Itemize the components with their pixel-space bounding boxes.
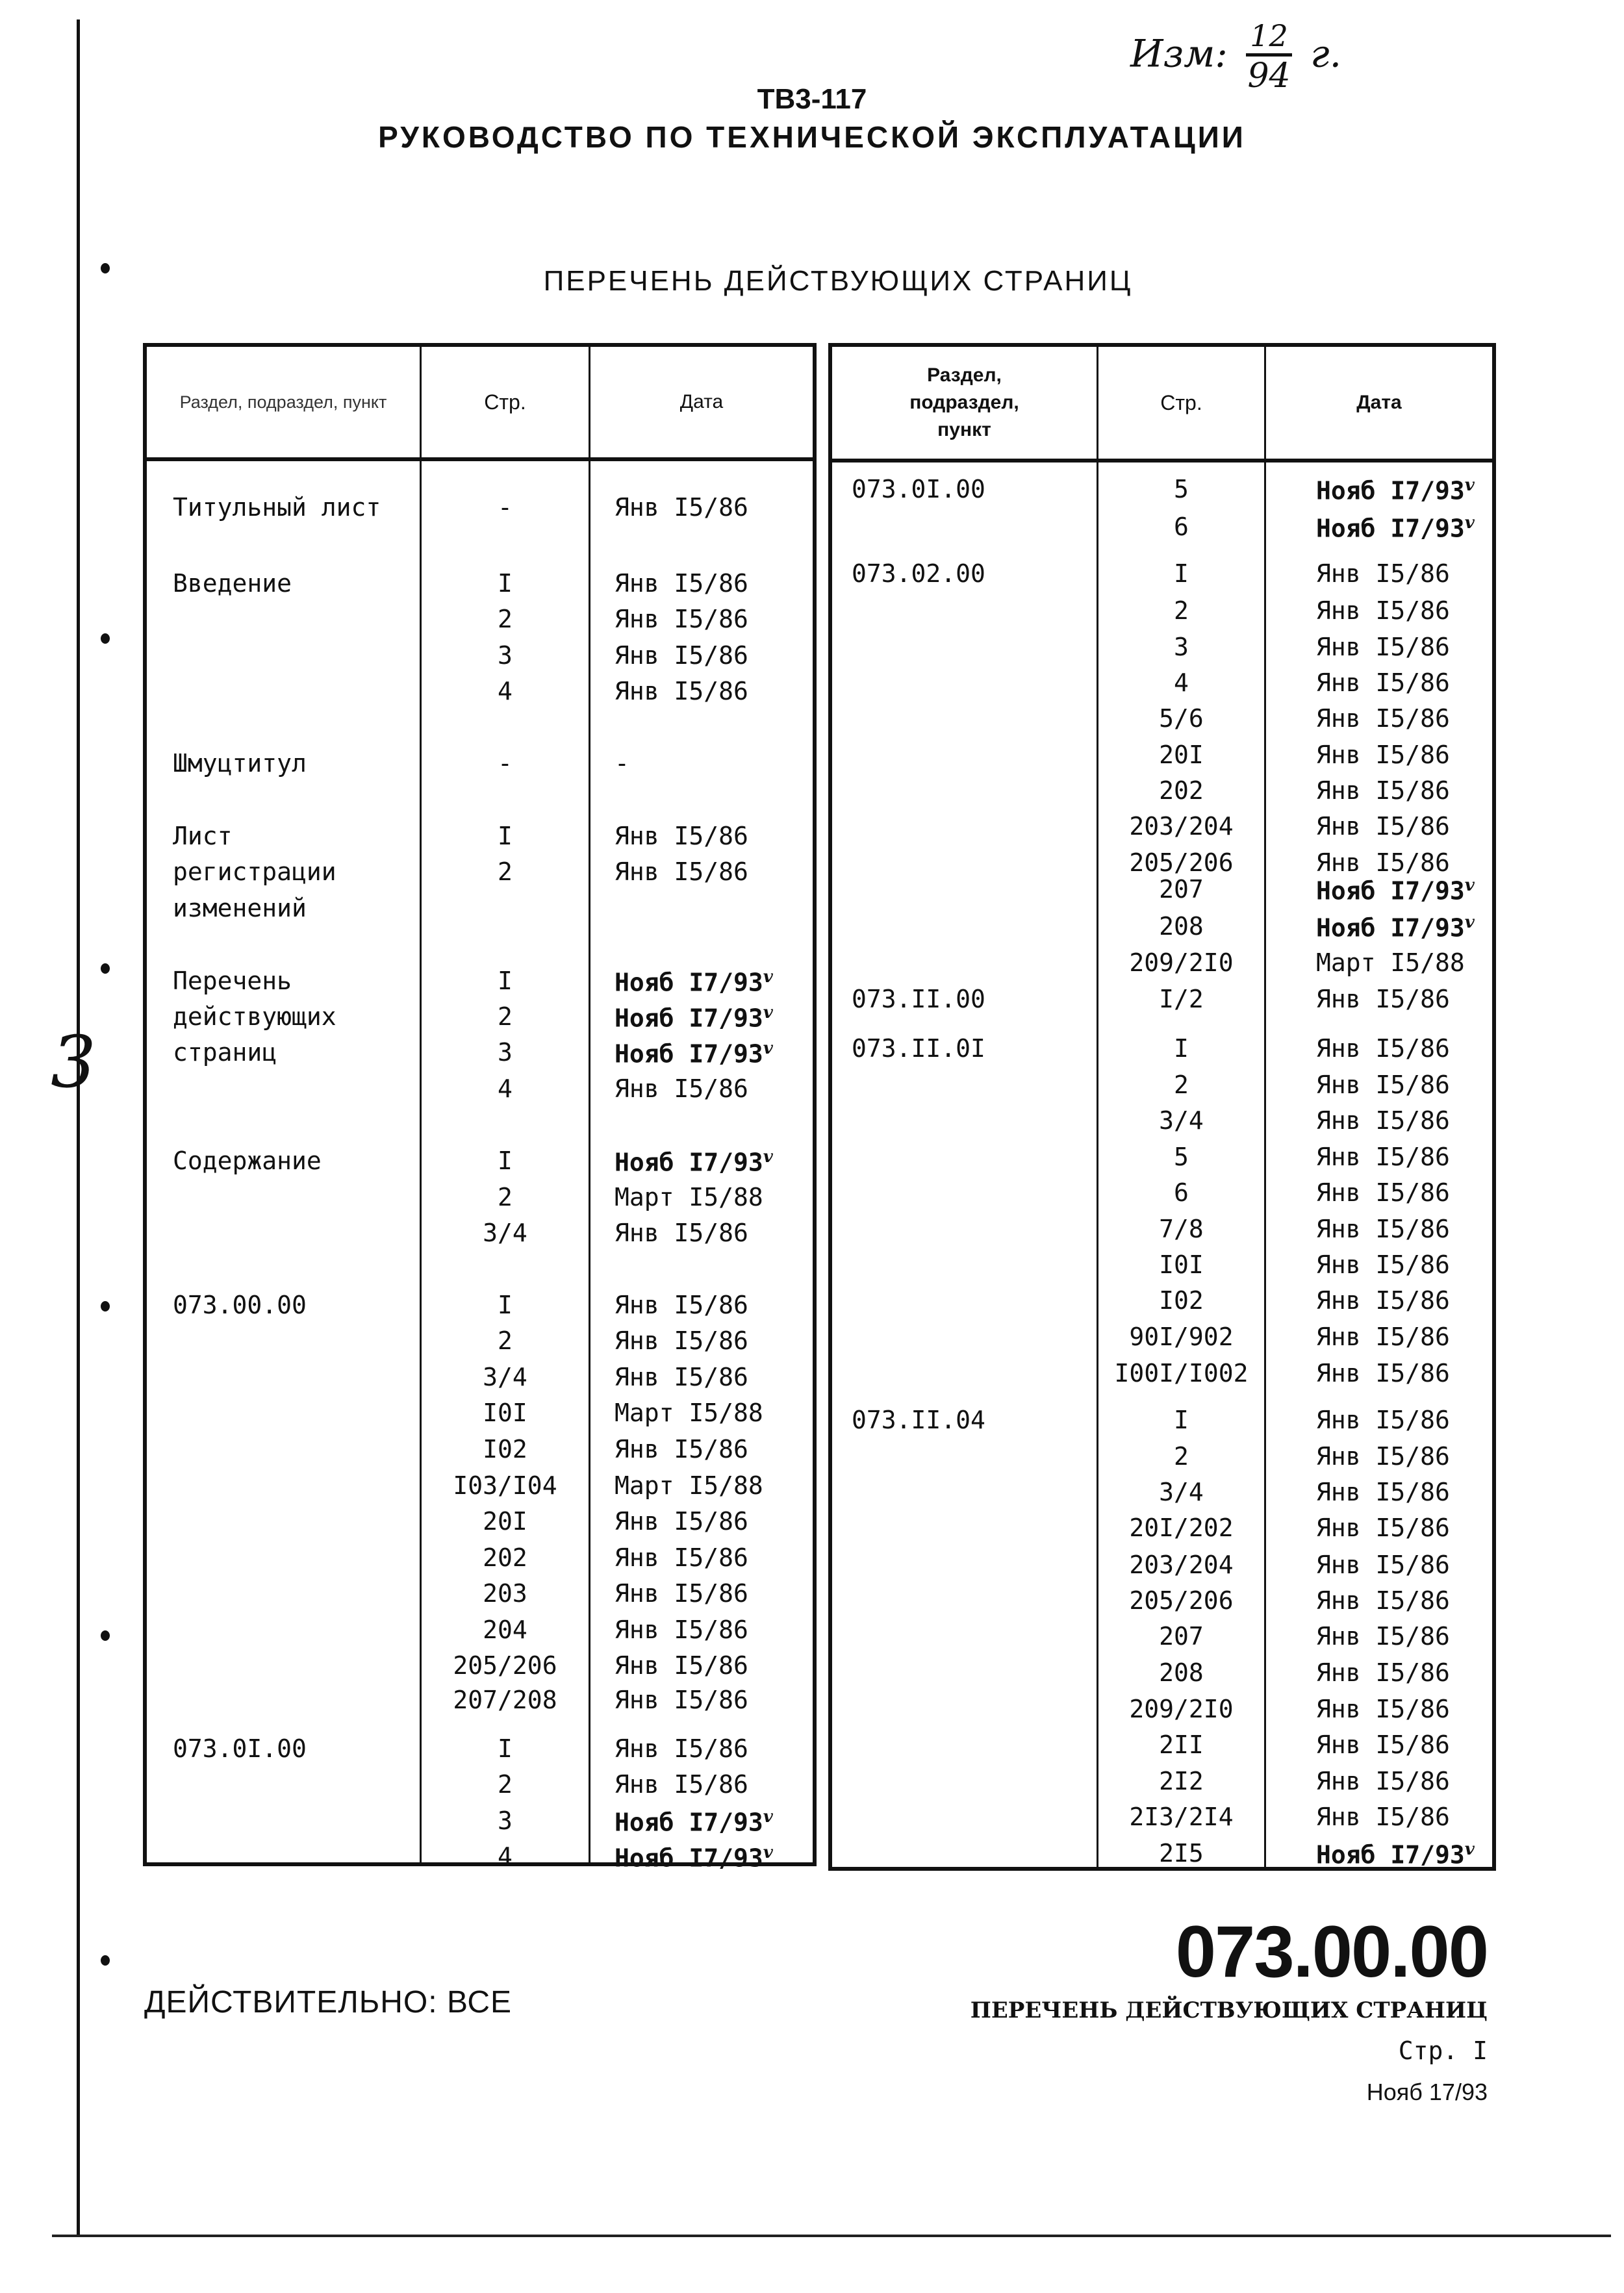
date-cell: Нояб I7/93$^v$ <box>1316 876 1475 906</box>
section-cell: регистрации <box>173 857 336 886</box>
page-cell: 2II <box>1159 1730 1204 1759</box>
date-cell: Янв I5/86 <box>1316 1106 1450 1135</box>
date-cell: Янв I5/86 <box>615 1219 748 1247</box>
section-cell: Шмуцтитул <box>173 749 307 778</box>
page-cell: I <box>498 1146 513 1175</box>
page-cell: 202 <box>483 1543 527 1572</box>
date-cell: Янв I5/86 <box>1316 1250 1450 1279</box>
date-cell: Янв I5/86 <box>1316 812 1450 841</box>
handwritten-suffix: г. <box>1310 31 1342 76</box>
date-cell: Янв I5/86 <box>1316 1442 1450 1471</box>
handwritten-check-icon: v <box>763 967 773 987</box>
section-cell: Содержание <box>173 1146 322 1175</box>
date-cell: Янв I5/86 <box>1316 1215 1450 1243</box>
page-cell: I <box>498 822 513 850</box>
date-cell: Янв I5/86 <box>615 822 748 850</box>
page-cell: 20I/202 <box>1129 1514 1234 1542</box>
date-cell: Янв I5/86 <box>1316 1622 1450 1651</box>
punch-hole <box>101 1955 110 1966</box>
date-cell: Янв I5/86 <box>1316 776 1450 805</box>
date-cell: Янв I5/86 <box>615 1615 748 1644</box>
page-cell: I00I/I002 <box>1114 1359 1249 1387</box>
pages-table-left <box>143 343 817 1873</box>
date-cell: Янв I5/86 <box>1316 1695 1450 1723</box>
page-cell: 204 <box>483 1615 527 1644</box>
date-cell: Янв I5/86 <box>615 1507 748 1536</box>
date-cell: Янв I5/86 <box>615 1770 748 1799</box>
page-cell: 203/204 <box>1129 1551 1234 1579</box>
column-divider <box>1264 347 1266 1867</box>
document-code: ТВ3-117 <box>757 83 867 115</box>
page-cell: 209/2I0 <box>1129 948 1234 977</box>
handwritten-check-icon: v <box>763 1039 773 1058</box>
date-cell: Янв I5/86 <box>1316 668 1450 697</box>
page-cell: I <box>498 1734 513 1763</box>
page-cell: 208 <box>1159 1658 1204 1687</box>
page-cell: 2 <box>498 1002 513 1031</box>
page-cell: 4 <box>498 1074 513 1103</box>
footer-revision-date: Нояб 17/93 <box>1366 2079 1488 2105</box>
date-cell: Янв I5/86 <box>1316 985 1450 1013</box>
page-cell: 4 <box>498 1842 513 1871</box>
binding-margin-line <box>77 19 80 2235</box>
page-cell: 207 <box>1159 875 1204 904</box>
handwritten-check-icon: v <box>763 1147 773 1167</box>
page-cell: I/2 <box>1159 985 1204 1013</box>
page-cell: 4 <box>1174 668 1189 697</box>
page-cell: 5 <box>1174 475 1189 503</box>
page-cell: 202 <box>1159 776 1204 805</box>
date-cell: Янв I5/86 <box>615 1363 748 1391</box>
date-cell: Янв I5/86 <box>615 1686 748 1714</box>
date-cell: Янв I5/86 <box>1316 559 1450 588</box>
date-cell: Март I5/88 <box>615 1183 763 1211</box>
footer-page-number: Стр. I <box>1398 2036 1488 2065</box>
header-divider <box>147 457 813 461</box>
section-cell: 073.00.00 <box>173 1291 307 1319</box>
date-cell: Янв I5/86 <box>1316 1406 1450 1434</box>
page-cell: 2I2 <box>1159 1767 1204 1795</box>
punch-hole <box>101 633 110 644</box>
page-cell: I <box>1174 1406 1189 1434</box>
date-cell: Янв I5/86 <box>1316 1178 1450 1207</box>
page-cell: I0I <box>483 1399 527 1427</box>
section-cell: действующих <box>173 1002 336 1031</box>
section-cell: 073.02.00 <box>852 559 985 588</box>
date-cell: Янв I5/86 <box>1316 1286 1450 1315</box>
page-cell: I <box>1174 1034 1189 1063</box>
date-cell: Нояб I7/93$^v$ <box>615 1843 773 1873</box>
page-cell: 203 <box>483 1579 527 1608</box>
page-cell: - <box>498 493 513 522</box>
date-cell: Янв I5/86 <box>1316 633 1450 661</box>
date-cell: Янв I5/86 <box>615 1074 748 1103</box>
page-cell: 207 <box>1159 1622 1204 1651</box>
date-cell: Янв I5/86 <box>615 1651 748 1680</box>
column-divider <box>589 347 590 1862</box>
page-cell: 3 <box>498 1038 513 1067</box>
date-cell: Янв I5/86 <box>615 1579 748 1608</box>
page-cell: 205/206 <box>453 1651 557 1680</box>
handwritten-prefix: Изм: <box>1130 31 1228 76</box>
date-cell: Янв I5/86 <box>1316 1034 1450 1063</box>
date-cell: Нояб I7/93$^v$ <box>615 967 773 997</box>
page-cell: I02 <box>483 1435 527 1463</box>
handwritten-check-icon: v <box>763 1843 773 1862</box>
handwritten-check-icon: v <box>1464 913 1475 932</box>
header-date: Дата <box>679 391 724 412</box>
header-date: Дата <box>1356 392 1402 413</box>
date-cell: Янв I5/86 <box>615 677 748 705</box>
page-cell: 3/4 <box>1159 1478 1204 1506</box>
date-cell: Янв I5/86 <box>615 493 748 522</box>
section-cell: страниц <box>173 1038 277 1067</box>
date-cell: Янв I5/86 <box>615 1326 748 1355</box>
page-cell: 6 <box>1174 1178 1189 1207</box>
page-cell: I0I <box>1159 1250 1204 1279</box>
date-cell: Янв I5/86 <box>615 605 748 633</box>
handwritten-check-icon: v <box>1464 475 1475 495</box>
date-cell: Янв I5/86 <box>1316 1514 1450 1542</box>
page-title: ПЕРЕЧЕНЬ ДЕЙСТВУЮЩИХ СТРАНИЦ <box>543 265 1133 297</box>
page-cell: I <box>498 967 513 995</box>
page-cell: 2I5 <box>1159 1839 1204 1868</box>
page-cell: 4 <box>498 677 513 705</box>
date-cell: Нояб I7/93$^v$ <box>1316 513 1475 543</box>
date-cell: Нояб I7/93$^v$ <box>1316 1840 1475 1869</box>
document-title: РУКОВОДСТВО ПО ТЕХНИЧЕСКОЙ ЭКСПЛУАТАЦИИ <box>378 120 1246 154</box>
handwritten-check-icon: v <box>1464 1840 1475 1859</box>
page-cell: 205/206 <box>1129 1586 1234 1615</box>
page-cell: 90I/902 <box>1129 1323 1234 1351</box>
footer-section-code: 073.00.00 <box>1175 1911 1488 1992</box>
page-cell: 209/2I0 <box>1129 1695 1234 1723</box>
date-cell: Янв I5/86 <box>1316 1551 1450 1579</box>
date-cell: Янв I5/86 <box>1316 1767 1450 1795</box>
date-cell: Янв I5/86 <box>1316 1730 1450 1759</box>
section-cell: 073.0I.00 <box>173 1734 307 1763</box>
date-cell: Янв I5/86 <box>1316 741 1450 769</box>
page-cell: 2 <box>498 857 513 886</box>
header-divider <box>832 459 1492 462</box>
handwritten-denominator: 94 <box>1247 57 1291 95</box>
page-cell: 208 <box>1159 912 1204 941</box>
page-cell: I02 <box>1159 1286 1204 1315</box>
page-cell: 5 <box>1174 1143 1189 1171</box>
page-cell: 3/4 <box>1159 1106 1204 1135</box>
page-bottom-line <box>52 2235 1611 2237</box>
date-cell: Янв I5/86 <box>1316 1323 1450 1351</box>
date-cell: Янв I5/86 <box>615 857 748 886</box>
date-cell: Янв I5/86 <box>1316 848 1450 877</box>
section-cell: Введение <box>173 569 292 598</box>
handwritten-revision-mark: 3 <box>51 1020 96 1104</box>
date-cell: Янв I5/86 <box>615 1435 748 1463</box>
page-cell: 7/8 <box>1159 1215 1204 1243</box>
section-cell: изменений <box>173 894 307 922</box>
date-cell: Нояб I7/93$^v$ <box>615 1807 773 1837</box>
page-cell: 203/204 <box>1129 812 1234 841</box>
date-cell: Нояб I7/93$^v$ <box>1316 475 1475 505</box>
date-cell: Март I5/88 <box>615 1471 763 1500</box>
header-page: Стр. <box>1160 390 1202 414</box>
punch-hole <box>101 1630 110 1641</box>
page-cell: I <box>1174 559 1189 588</box>
section-cell: Титульный лист <box>173 493 381 522</box>
page-cell: 2 <box>1174 1070 1189 1099</box>
validity-note: ДЕЙСТВИТЕЛЬНО: ВСЕ <box>144 1985 513 2020</box>
page-cell: I03/I04 <box>453 1471 557 1500</box>
handwritten-numerator: 12 <box>1246 21 1292 57</box>
page-cell: 3/4 <box>483 1219 527 1247</box>
handwritten-fraction <box>1246 18 1292 95</box>
date-cell: Март I5/88 <box>615 1399 763 1427</box>
page-cell: 2 <box>498 605 513 633</box>
punch-hole <box>101 963 110 974</box>
page-cell: 2 <box>498 1326 513 1355</box>
page-cell: I <box>498 569 513 598</box>
footer-section-name: ПЕРЕЧЕНЬ ДЕЙСТВУЮЩИХ СТРАНИЦ <box>970 1997 1488 2023</box>
handwritten-revision-note <box>1130 18 1342 95</box>
date-cell: Янв I5/86 <box>1316 596 1450 625</box>
date-cell: Янв I5/86 <box>615 1734 748 1763</box>
page-cell: 2 <box>498 1770 513 1799</box>
date-cell: Нояб I7/93$^v$ <box>1316 913 1475 943</box>
page-cell: 205/206 <box>1129 848 1234 877</box>
handwritten-check-icon: v <box>1464 513 1475 533</box>
date-cell: Нояб I7/93$^v$ <box>615 1039 773 1069</box>
date-cell: Янв I5/86 <box>1316 1803 1450 1831</box>
handwritten-check-icon: v <box>763 1003 773 1022</box>
date-cell: Янв I5/86 <box>1316 1658 1450 1687</box>
page-cell: 5/6 <box>1159 704 1204 733</box>
handwritten-check-icon: v <box>763 1807 773 1827</box>
header-section: Раздел, подраздел, пункт <box>179 392 387 412</box>
page-cell: 6 <box>1174 513 1189 541</box>
section-cell: Лист <box>173 822 233 850</box>
pages-table-right <box>828 343 1496 1871</box>
page-cell: 2 <box>498 1183 513 1211</box>
date-cell: - <box>615 749 629 778</box>
section-cell: 073.0I.00 <box>852 475 985 503</box>
date-cell: Нояб I7/93$^v$ <box>615 1147 773 1177</box>
page-cell: I <box>498 1291 513 1319</box>
date-cell: Янв I5/86 <box>1316 1586 1450 1615</box>
section-cell: 073.II.00 <box>852 985 985 1013</box>
page-cell: 3 <box>1174 633 1189 661</box>
header-page: Стр. <box>484 390 526 414</box>
page-cell: - <box>498 749 513 778</box>
page-cell: 20I <box>483 1507 527 1536</box>
date-cell: Янв I5/86 <box>1316 1070 1450 1099</box>
date-cell: Янв I5/86 <box>1316 1359 1450 1387</box>
page-cell: 2 <box>1174 596 1189 625</box>
page-cell: 3 <box>498 641 513 670</box>
page-cell: 207/208 <box>453 1686 557 1714</box>
page-cell: 3/4 <box>483 1363 527 1391</box>
date-cell: Янв I5/86 <box>1316 1478 1450 1506</box>
page-cell: 20I <box>1159 741 1204 769</box>
page-cell: 2I3/2I4 <box>1129 1803 1234 1831</box>
header-section: Раздел, подраздел, пункт <box>909 364 1019 440</box>
date-cell: Март I5/88 <box>1316 948 1465 977</box>
punch-hole <box>101 1301 110 1311</box>
date-cell: Янв I5/86 <box>615 1291 748 1319</box>
date-cell: Янв I5/86 <box>1316 704 1450 733</box>
date-cell: Янв I5/86 <box>615 1543 748 1572</box>
date-cell: Янв I5/86 <box>615 641 748 670</box>
section-cell: 073.II.0I <box>852 1034 985 1063</box>
date-cell: Янв I5/86 <box>1316 1143 1450 1171</box>
handwritten-check-icon: v <box>1464 876 1475 895</box>
section-cell: Перечень <box>173 967 292 995</box>
date-cell: Янв I5/86 <box>615 569 748 598</box>
page-cell: 2 <box>1174 1442 1189 1471</box>
date-cell: Нояб I7/93$^v$ <box>615 1003 773 1033</box>
section-cell: 073.II.04 <box>852 1406 985 1434</box>
page-cell: 3 <box>498 1806 513 1835</box>
